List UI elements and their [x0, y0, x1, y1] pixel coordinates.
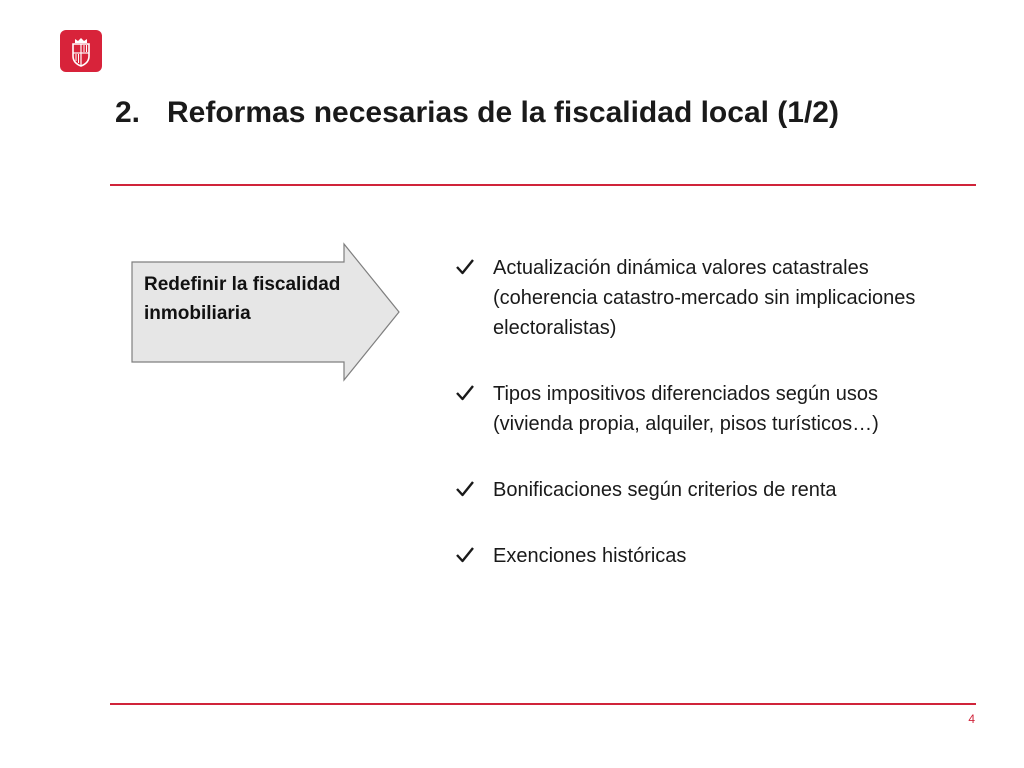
bullet-text: Tipos impositivos diferenciados según usos (vivienda propia, alquiler, pisos turísticos…) [493, 383, 879, 435]
list-item [455, 475, 925, 505]
bullet-text: Exenciones históricas [493, 545, 687, 567]
bullet-text: Actualización dinámica valores catastrales (coherencia catastro-mercado sin implicaciones electoralistas) [493, 257, 916, 339]
list-item [455, 379, 925, 439]
list-item [455, 253, 925, 343]
check-icon [455, 384, 475, 402]
page-number: 4 [968, 712, 975, 726]
top-divider [110, 184, 976, 186]
arrow-callout [130, 242, 402, 382]
check-icon [455, 480, 475, 498]
title-text: Reformas necesarias de la fiscalidad local (1/2) [167, 96, 839, 129]
title-number: 2. [115, 96, 141, 129]
check-icon [455, 258, 475, 276]
page-title [115, 96, 839, 130]
bullet-text: Bonificaciones según criterios de renta [493, 479, 837, 501]
list-item [455, 541, 925, 571]
check-icon [455, 546, 475, 564]
bottom-divider [110, 703, 976, 705]
barcelona-coat-of-arms-icon [60, 30, 102, 72]
bullet-list [455, 253, 925, 607]
arrow-label: Redefinir la fiscalidad inmobiliaria [144, 274, 341, 324]
